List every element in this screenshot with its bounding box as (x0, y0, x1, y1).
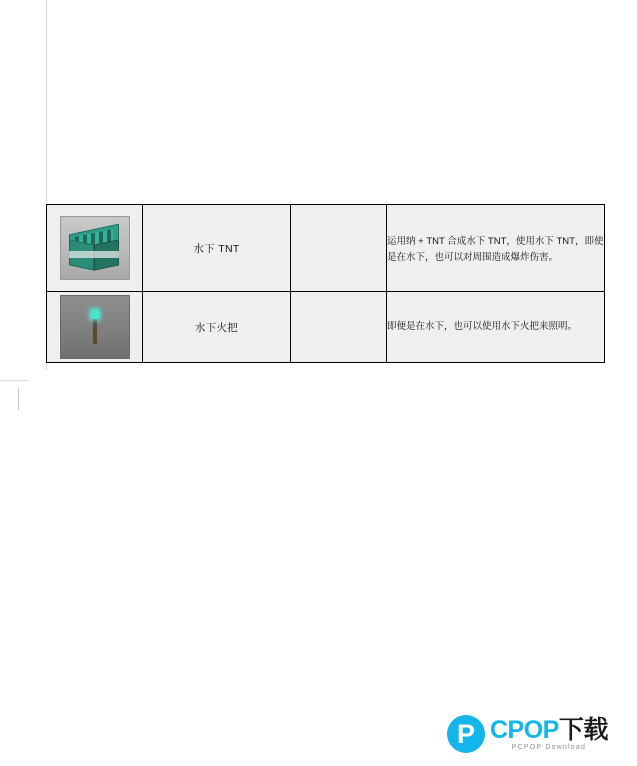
pcpop-wordmark-latin: CPOP (490, 716, 559, 744)
pcpop-logo-icon (447, 715, 485, 753)
content-table (46, 204, 605, 363)
pcpop-logo-letter: P (456, 719, 475, 749)
table-cell-description: 即便是在水下，也可以使用水下火把来照明。 (387, 292, 605, 363)
table-cell-spacer (291, 292, 387, 363)
pcpop-tagline: PCPOP Download (511, 744, 587, 751)
page-edge-rule-secondary (18, 388, 19, 410)
pcpop-watermark (447, 712, 619, 756)
table-cell-description: 运用纳 + TNT 合成水下 TNT，使用水下 TNT，即使是在水下，也可以对周围造成爆炸伤害。 (387, 205, 605, 292)
table-row (47, 205, 605, 292)
table-cell-image (47, 205, 143, 292)
pcpop-wordmark (490, 717, 608, 751)
pcpop-wordmark-main (490, 717, 608, 743)
page-edge-hairline (0, 380, 28, 381)
pcpop-wordmark-chinese: 下载 (558, 716, 608, 744)
table-cell-name: 水下火把 (143, 292, 291, 363)
table-cell-name: 水下 TNT (143, 205, 291, 292)
table-cell-image (47, 292, 143, 363)
underwater-torch-icon (60, 295, 130, 359)
table-row (47, 292, 605, 363)
table-cell-spacer (291, 205, 387, 292)
underwater-tnt-block-icon (60, 216, 130, 280)
